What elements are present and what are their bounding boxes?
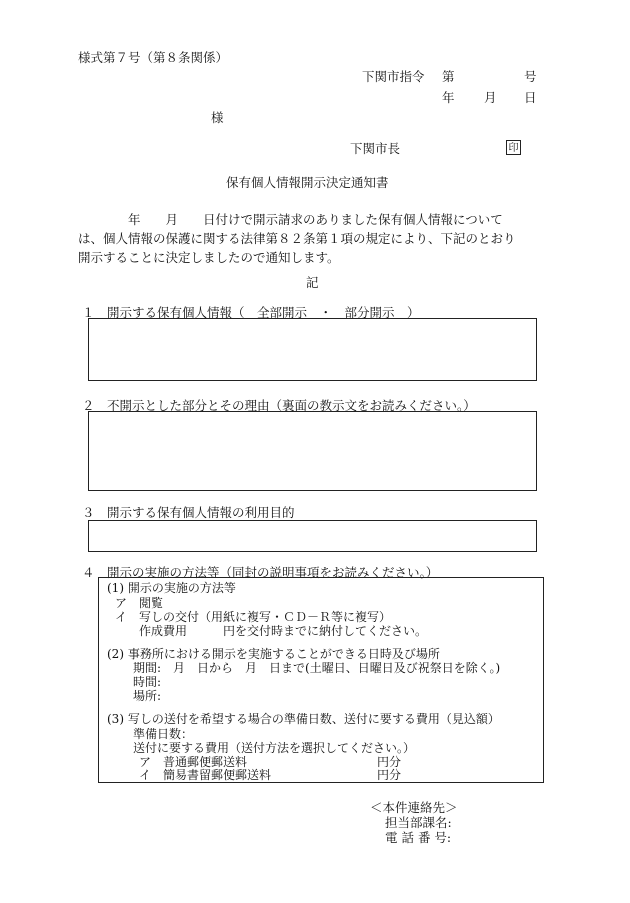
method-3-option-a: ア 普通郵便郵送料 bbox=[139, 755, 248, 769]
form-number: 様式第７号（第８条関係） bbox=[78, 50, 229, 65]
method-1-title: (1) 開示の実施の方法等 bbox=[107, 581, 236, 595]
section-1-heading: １ 開示する保有個人情報（ 全部開示 ・ 部分開示 ） bbox=[82, 305, 420, 320]
date-year: 年 bbox=[442, 90, 455, 105]
section-3-heading: ３ 開示する保有個人情報の利用目的 bbox=[82, 505, 295, 520]
directive-dai: 第 bbox=[442, 69, 455, 84]
method-2-title: (2) 事務所における開示を実施することができる日時及び場所 bbox=[107, 647, 440, 661]
method-3-prep-days: 準備日数： bbox=[133, 727, 194, 741]
mayor-label: 下関市長 bbox=[350, 141, 401, 156]
contact-title: ＜本件連絡先＞ bbox=[370, 800, 458, 815]
date-day: 日 bbox=[524, 90, 537, 105]
ki-label: 記 bbox=[306, 275, 319, 290]
section-4-box bbox=[98, 577, 544, 783]
contact-phone: 電 話 番 号: bbox=[385, 830, 452, 845]
addressee-sama: 様 bbox=[211, 110, 224, 125]
notice-line-3: 開示することに決定しましたので通知します。 bbox=[78, 250, 340, 265]
directive-label: 下関市指令 bbox=[362, 69, 425, 84]
section-2-heading: ２ 不開示とした部分とその理由（裏面の教示文をお読みください。） bbox=[82, 398, 476, 413]
section-4-heading: ４ 開示の実施の方法等（同封の説明事項をお読みください。） bbox=[82, 565, 439, 580]
section-1-box[interactable] bbox=[88, 318, 537, 381]
document-title: 保有個人情報開示決定通知書 bbox=[226, 175, 389, 190]
method-1-option-a: ア 閲覧 bbox=[115, 596, 164, 610]
notice-line-1: 年 月 日付けで開示請求のありました保有個人情報について bbox=[78, 212, 503, 227]
method-3-option-a-yen: 円分 bbox=[377, 755, 402, 769]
method-2-place: 場所: bbox=[133, 689, 162, 703]
method-3-shipping-cost: 送付に要する費用（送付方法を選択してください。） bbox=[133, 741, 416, 755]
method-3-option-b-yen: 円分 bbox=[377, 768, 402, 782]
method-1-option-b: イ 写しの交付（用紙に複写・ＣＤ－Ｒ等に複写） bbox=[115, 610, 392, 624]
section-2-box[interactable] bbox=[88, 411, 537, 491]
section-3-box[interactable] bbox=[88, 520, 537, 552]
date-month: 月 bbox=[484, 90, 497, 105]
method-3-option-b: イ 簡易書留郵便郵送料 bbox=[139, 768, 272, 782]
notice-line-2: は、個人情報の保護に関する法律第８２条第１項の規定により、下記のとおり bbox=[78, 231, 516, 246]
notice-paragraph bbox=[78, 210, 556, 267]
method-3-title: (3) 写しの送付を希望する場合の準備日数、送付に要する費用（見込額） bbox=[107, 712, 500, 726]
contact-department: 担当部課名: bbox=[385, 815, 452, 830]
method-2-time: 時間: bbox=[133, 675, 162, 689]
seal-stamp: 印 bbox=[506, 140, 521, 155]
method-1-fee: 作成費用 円を交付時までに納付してください。 bbox=[139, 624, 428, 638]
directive-go: 号 bbox=[524, 69, 537, 84]
method-2-period: 期間: 月 日から 月 日まで(土曜日、日曜日及び祝祭日を除く。) bbox=[133, 661, 501, 675]
